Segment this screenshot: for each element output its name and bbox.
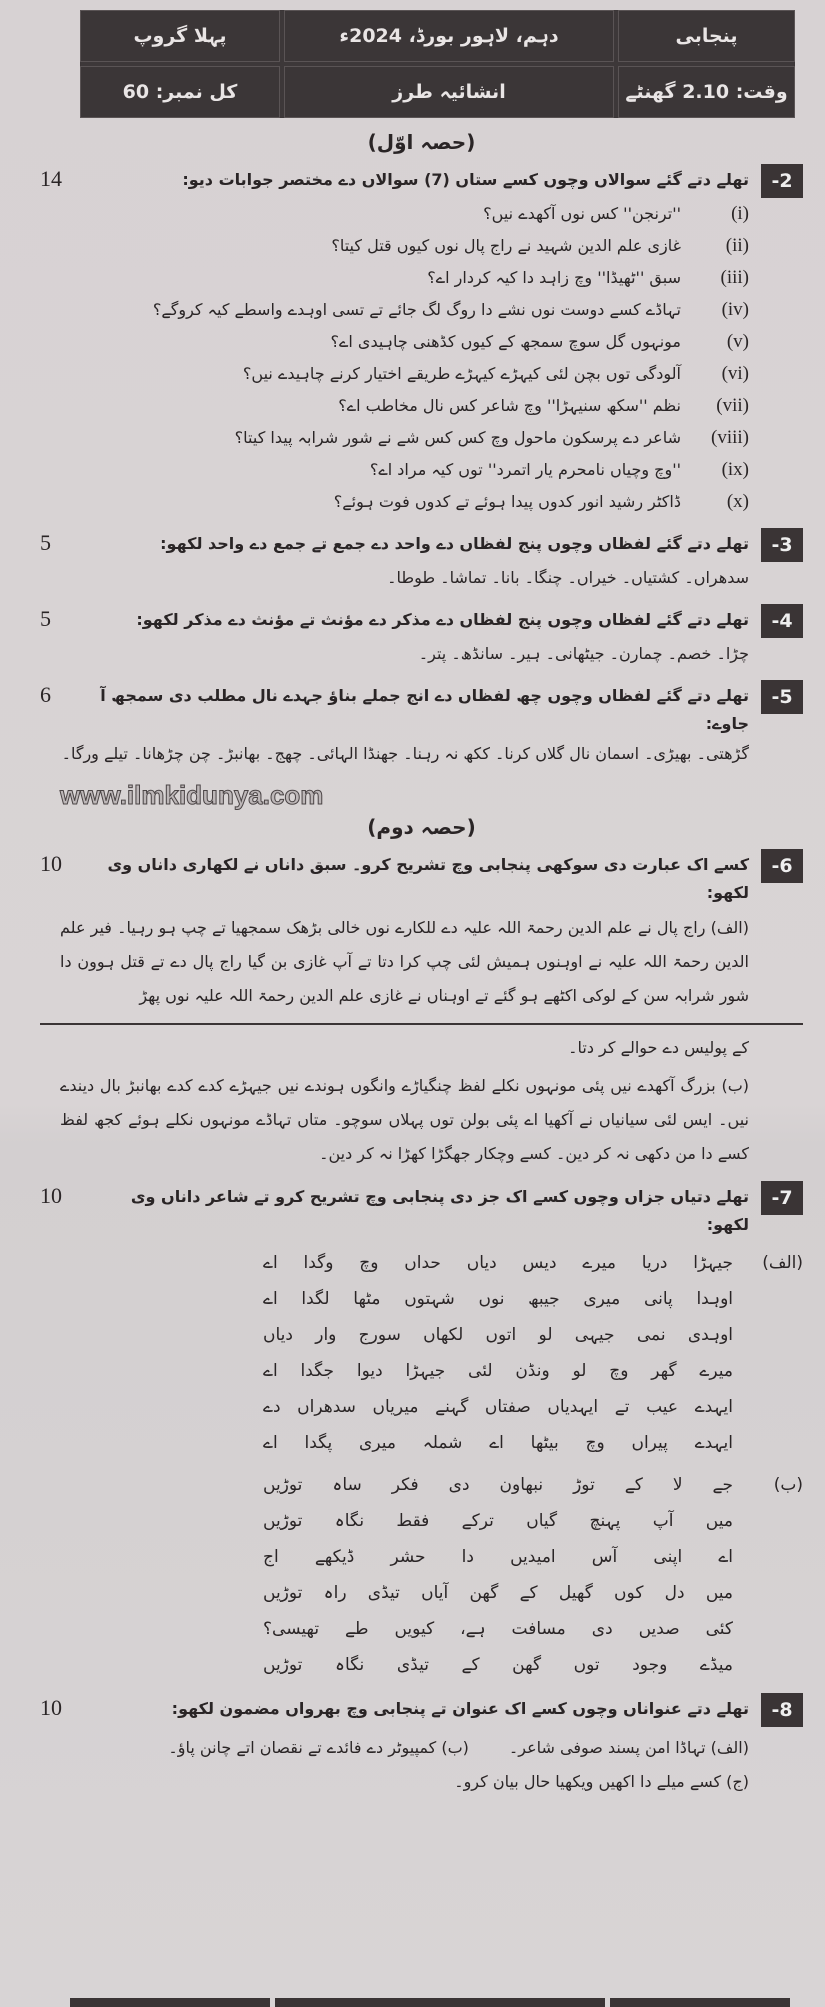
item-label: (vii) <box>716 395 749 416</box>
question-item: آلودگی توں بچن لئی کیہڑے کیہڑے طریقے اختیار کرنے چاہیدے نیں؟ <box>242 364 681 383</box>
item-label: (ix) <box>721 459 749 480</box>
question-marks: 14 <box>40 166 62 191</box>
footer-bar <box>275 1998 605 2007</box>
question-number: -7 <box>761 1181 803 1215</box>
poem-line: میرے گھر وچ لو ونڈن لئی جیہڑا دیوا جگدا اے <box>263 1361 733 1381</box>
question-marks: 6 <box>40 682 51 707</box>
part-label: (ب) <box>773 1475 803 1495</box>
essay-topic: (ب) کمپیوٹر دے فائدے تے نقصان اتے چانن پاؤ۔ <box>168 1738 469 1757</box>
passage-b <box>60 1069 749 1171</box>
question-4 <box>40 604 803 638</box>
question-number: -6 <box>761 849 803 883</box>
question-number: -8 <box>761 1693 803 1727</box>
section-heading-part2: (حصہ دوم) <box>367 815 476 839</box>
question-item-row <box>40 422 749 454</box>
total-marks: کل نمبر: 60 <box>80 66 280 118</box>
exam-header <box>80 10 795 118</box>
poem-line: ایہدے عیب تے ایہدیاں صفتاں گہنے میریاں سدھراں دے <box>263 1397 733 1417</box>
poem-b <box>40 1467 803 1683</box>
question-item: مونہوں گل سوچ سمجھ کے کیوں کڈھنی چاہیدی اے؟ <box>330 332 681 351</box>
poem-a <box>40 1245 803 1461</box>
question-number: -2 <box>761 164 803 198</box>
poem-line: جیہڑا دریا میرے دیس دیاں حداں وچ وگدا اے <box>263 1253 733 1273</box>
group: پہلا گروپ <box>80 10 280 62</box>
section-heading-part1: (حصہ اوّل) <box>367 130 476 154</box>
essay-topics <box>40 1731 749 1799</box>
poem-line: میں آپ پہنچ گیاں ترکے فقط نگاہ توڑیں <box>263 1511 733 1531</box>
item-label: (vi) <box>721 363 749 384</box>
poem-line: جے لا کے توڑ نبھاون دی فکر ساہ توڑیں <box>263 1475 733 1495</box>
question-item-row <box>40 230 749 262</box>
question-title: تھلے دتے عنواناں وچوں کسے اک عنوان تے پنجابی وچ بھرواں مضمون لکھو: <box>171 1699 749 1718</box>
question-number: -4 <box>761 604 803 638</box>
question-title: تھلے دتے گئے سوالاں وچوں کسے ستاں (7) سوالاں دے مختصر جوابات دیو: <box>182 170 749 189</box>
essay-topic: (الف) تہاڈا امن پسند صوفی شاعر۔ <box>508 1738 749 1757</box>
question-title: تھلے دتے گئے لفظاں وچوں چھ لفظاں دے انج جملے بناؤ جہدے نال مطلب دی سمجھ آ جاوے: <box>100 686 749 733</box>
question-marks: 10 <box>40 1695 62 1720</box>
subject: پنجابی <box>618 10 795 62</box>
part-label: (الف) <box>762 1253 803 1273</box>
passage-line: (ب) بزرگ آکھدے نیں پئی مونہوں نکلے لفظ چنگیاڑے وانگوں ہوندے نیں جیہڑے کدے کدے <box>167 1076 750 1095</box>
question-7 <box>40 1181 803 1239</box>
poem-line: ایہدے پیراں وچ بیٹھا اے شملہ میری پگدا اے <box>263 1433 733 1453</box>
question-item: غازی علم الدین شہید نے راج پال نوں کیوں قتل کیتا؟ <box>331 236 681 255</box>
item-label: (v) <box>726 331 749 352</box>
passage-line: کے پولیس دے حوالے کر دتا۔ <box>568 1038 749 1057</box>
passage-line: بھانبڑ بال دیندے نیں۔ ایس لئی سیانیاں نے آکھیا اے پئی بولن توں پہلاں سوچو۔ متاں تہاڈے <box>60 1076 750 1129</box>
question-marks: 5 <box>40 530 51 555</box>
poem-line: اے اپنی آس امیدیں دا حشر ڈیکھے اج <box>263 1547 733 1567</box>
question-2 <box>40 164 803 198</box>
question-number: -5 <box>761 680 803 714</box>
question-item: ''وچ وچیاں نامحرم یار اتمرد'' توں کیہ مراد اے؟ <box>369 460 681 479</box>
item-label: (ii) <box>725 235 749 256</box>
passage-line: مونہوں نکلے ہوئے کجھ لفظ کسے دا من دکھی نہ کر دین۔ کسے وچکار جھگڑا کھڑا نہ کر دین۔ <box>60 1110 749 1163</box>
question-item-row <box>40 326 749 358</box>
passage-line: ہوون دا شور شرابہ سن کے لوکی اکٹھے ہو گئے تے اوہناں نے غازی علم الدین رحمۃ اللہ علیہ نوں پھڑ <box>60 952 749 1005</box>
item-label: (iii) <box>720 267 749 288</box>
item-label: (i) <box>731 203 749 224</box>
poem-line: میڈے وجود توں گھن کے تیڈی نگاہ توڑیں <box>263 1655 733 1675</box>
item-label: (iv) <box>721 299 749 320</box>
item-label: (x) <box>726 491 749 512</box>
question-number: -3 <box>761 528 803 562</box>
question-item-row <box>40 358 749 390</box>
question-title: تھلے دتیاں جزاں وچوں کسے اک جز دی پنجابی وچ تشریح کرو تے شاعر داناں وی لکھو: <box>130 1187 749 1234</box>
question-title: تھلے دتے گئے لفظاں وچوں پنج لفظاں دے واحد دے جمع تے جمع دے واحد لکھو: <box>160 534 749 553</box>
question-marks: 5 <box>40 606 51 631</box>
passage-line: (الف) راج پال نے علم الدین رحمۃ اللہ علیہ دے للکارے نوں خالی بڑھک سمجھیا تے چپ ہو رہیا۔ فیر علم <box>60 918 749 937</box>
question-6 <box>40 849 803 907</box>
poem-lines <box>263 1245 733 1461</box>
question-item-row <box>40 486 749 518</box>
item-label: (viii) <box>711 427 749 448</box>
question-title: تھلے دتے گئے لفظاں وچوں پنج لفظاں دے مذکر دے مؤنث تے مؤنث دے مذکر لکھو: <box>136 610 749 629</box>
poem-line: اوہدی نمی جیہی لو اتوں لکھاں سورج وار دیاں <box>263 1325 733 1345</box>
question-3 <box>40 528 803 562</box>
time-allowed: وقت: 2.10 گھنٹے <box>618 66 795 118</box>
word-list <box>40 738 749 770</box>
word-list: سدھراں۔ کشتیاں۔ خیراں۔ چنگا۔ بانا۔ تماشا۔ طوطا۔ <box>387 568 749 587</box>
paper-type: انشائیہ طرز <box>284 66 614 118</box>
poem-line: کئی صدیں دی مسافت ہے، کیویں طے تھیسی؟ <box>263 1619 733 1639</box>
watermark: www.ilmkidunya.com <box>60 780 324 810</box>
word-list-line: گڑھتی۔ بھیڑی۔ اسمان نال گلاں کرنا۔ ککھ نہ رہنا۔ جھنڈا الہائی۔ چھج۔ بھانبڑ۔ چن چڑھانا۔ تیلے <box>104 744 749 763</box>
question-item: تہاڈے کسے دوست نوں نشے دا روگ لگ جائے تے تسی اوہدے واسطے کیہ کروگے؟ <box>152 300 681 319</box>
footer-bar <box>70 1998 270 2007</box>
question-marks: 10 <box>40 851 62 876</box>
question-item: شاعر دے پرسکون ماحول وچ کس کس شے نے شور شرابہ پیدا کیتا؟ <box>234 428 681 447</box>
word-list: چڑا۔ خصم۔ چمارن۔ جیٹھانی۔ ہیر۔ سانڈھ۔ پتر۔ <box>418 644 749 663</box>
question-item: سبق ''ٹھیڈا'' وچ زاہد دا کیہ کردار اے؟ <box>427 268 681 287</box>
poem-line: میں دل کوں گھیل کے گھن آیاں تیڈی راہ توڑیں <box>263 1583 733 1603</box>
question-item-row <box>40 390 749 422</box>
question-title: کسے اک عبارت دی سوکھی پنجابی وچ تشریح کرو۔ سبق داناں نے لکھاری داناں وی لکھو: <box>107 855 749 902</box>
word-list-line: ورگا۔ <box>61 744 99 763</box>
question-item: ڈاکٹر رشید انور کدوں پیدا ہوئے تے کدوں فوت ہوئے؟ <box>333 492 681 511</box>
question-5 <box>40 680 803 738</box>
footer-bar <box>610 1998 790 2007</box>
question-item-row <box>40 454 749 486</box>
page-divider <box>40 1023 803 1025</box>
passage-a-end <box>60 1031 749 1065</box>
exam-body <box>0 126 825 1799</box>
passage-a <box>60 911 749 1013</box>
question-item-row <box>40 262 749 294</box>
passage-line: الدین رحمۃ اللہ علیہ نے اوہنوں ہمیش لئی چپ کرا دتا تے آپ غازی بن گیا راج پال دے تے قتل <box>120 952 749 971</box>
question-8 <box>40 1693 803 1727</box>
essay-topic: (ج) کسے میلے دا اکھیں ویکھیا حال بیان کرو۔ <box>454 1772 749 1791</box>
question-marks: 10 <box>40 1183 62 1208</box>
question-item: ''ترنجن'' کس نوں آکھدے نیں؟ <box>483 204 681 223</box>
board-year: دہم، لاہور بورڈ، 2024ء <box>284 10 614 62</box>
poem-lines <box>263 1467 733 1683</box>
question-item-row <box>40 294 749 326</box>
question-item-row <box>40 198 749 230</box>
poem-line: اوہدا پانی میری جیبھ نوں شہتوں مٹھا لگدا اے <box>263 1289 733 1309</box>
question-item: نظم ''سکھ سنیہڑا'' وچ شاعر کس نال مخاطب اے؟ <box>338 396 681 415</box>
